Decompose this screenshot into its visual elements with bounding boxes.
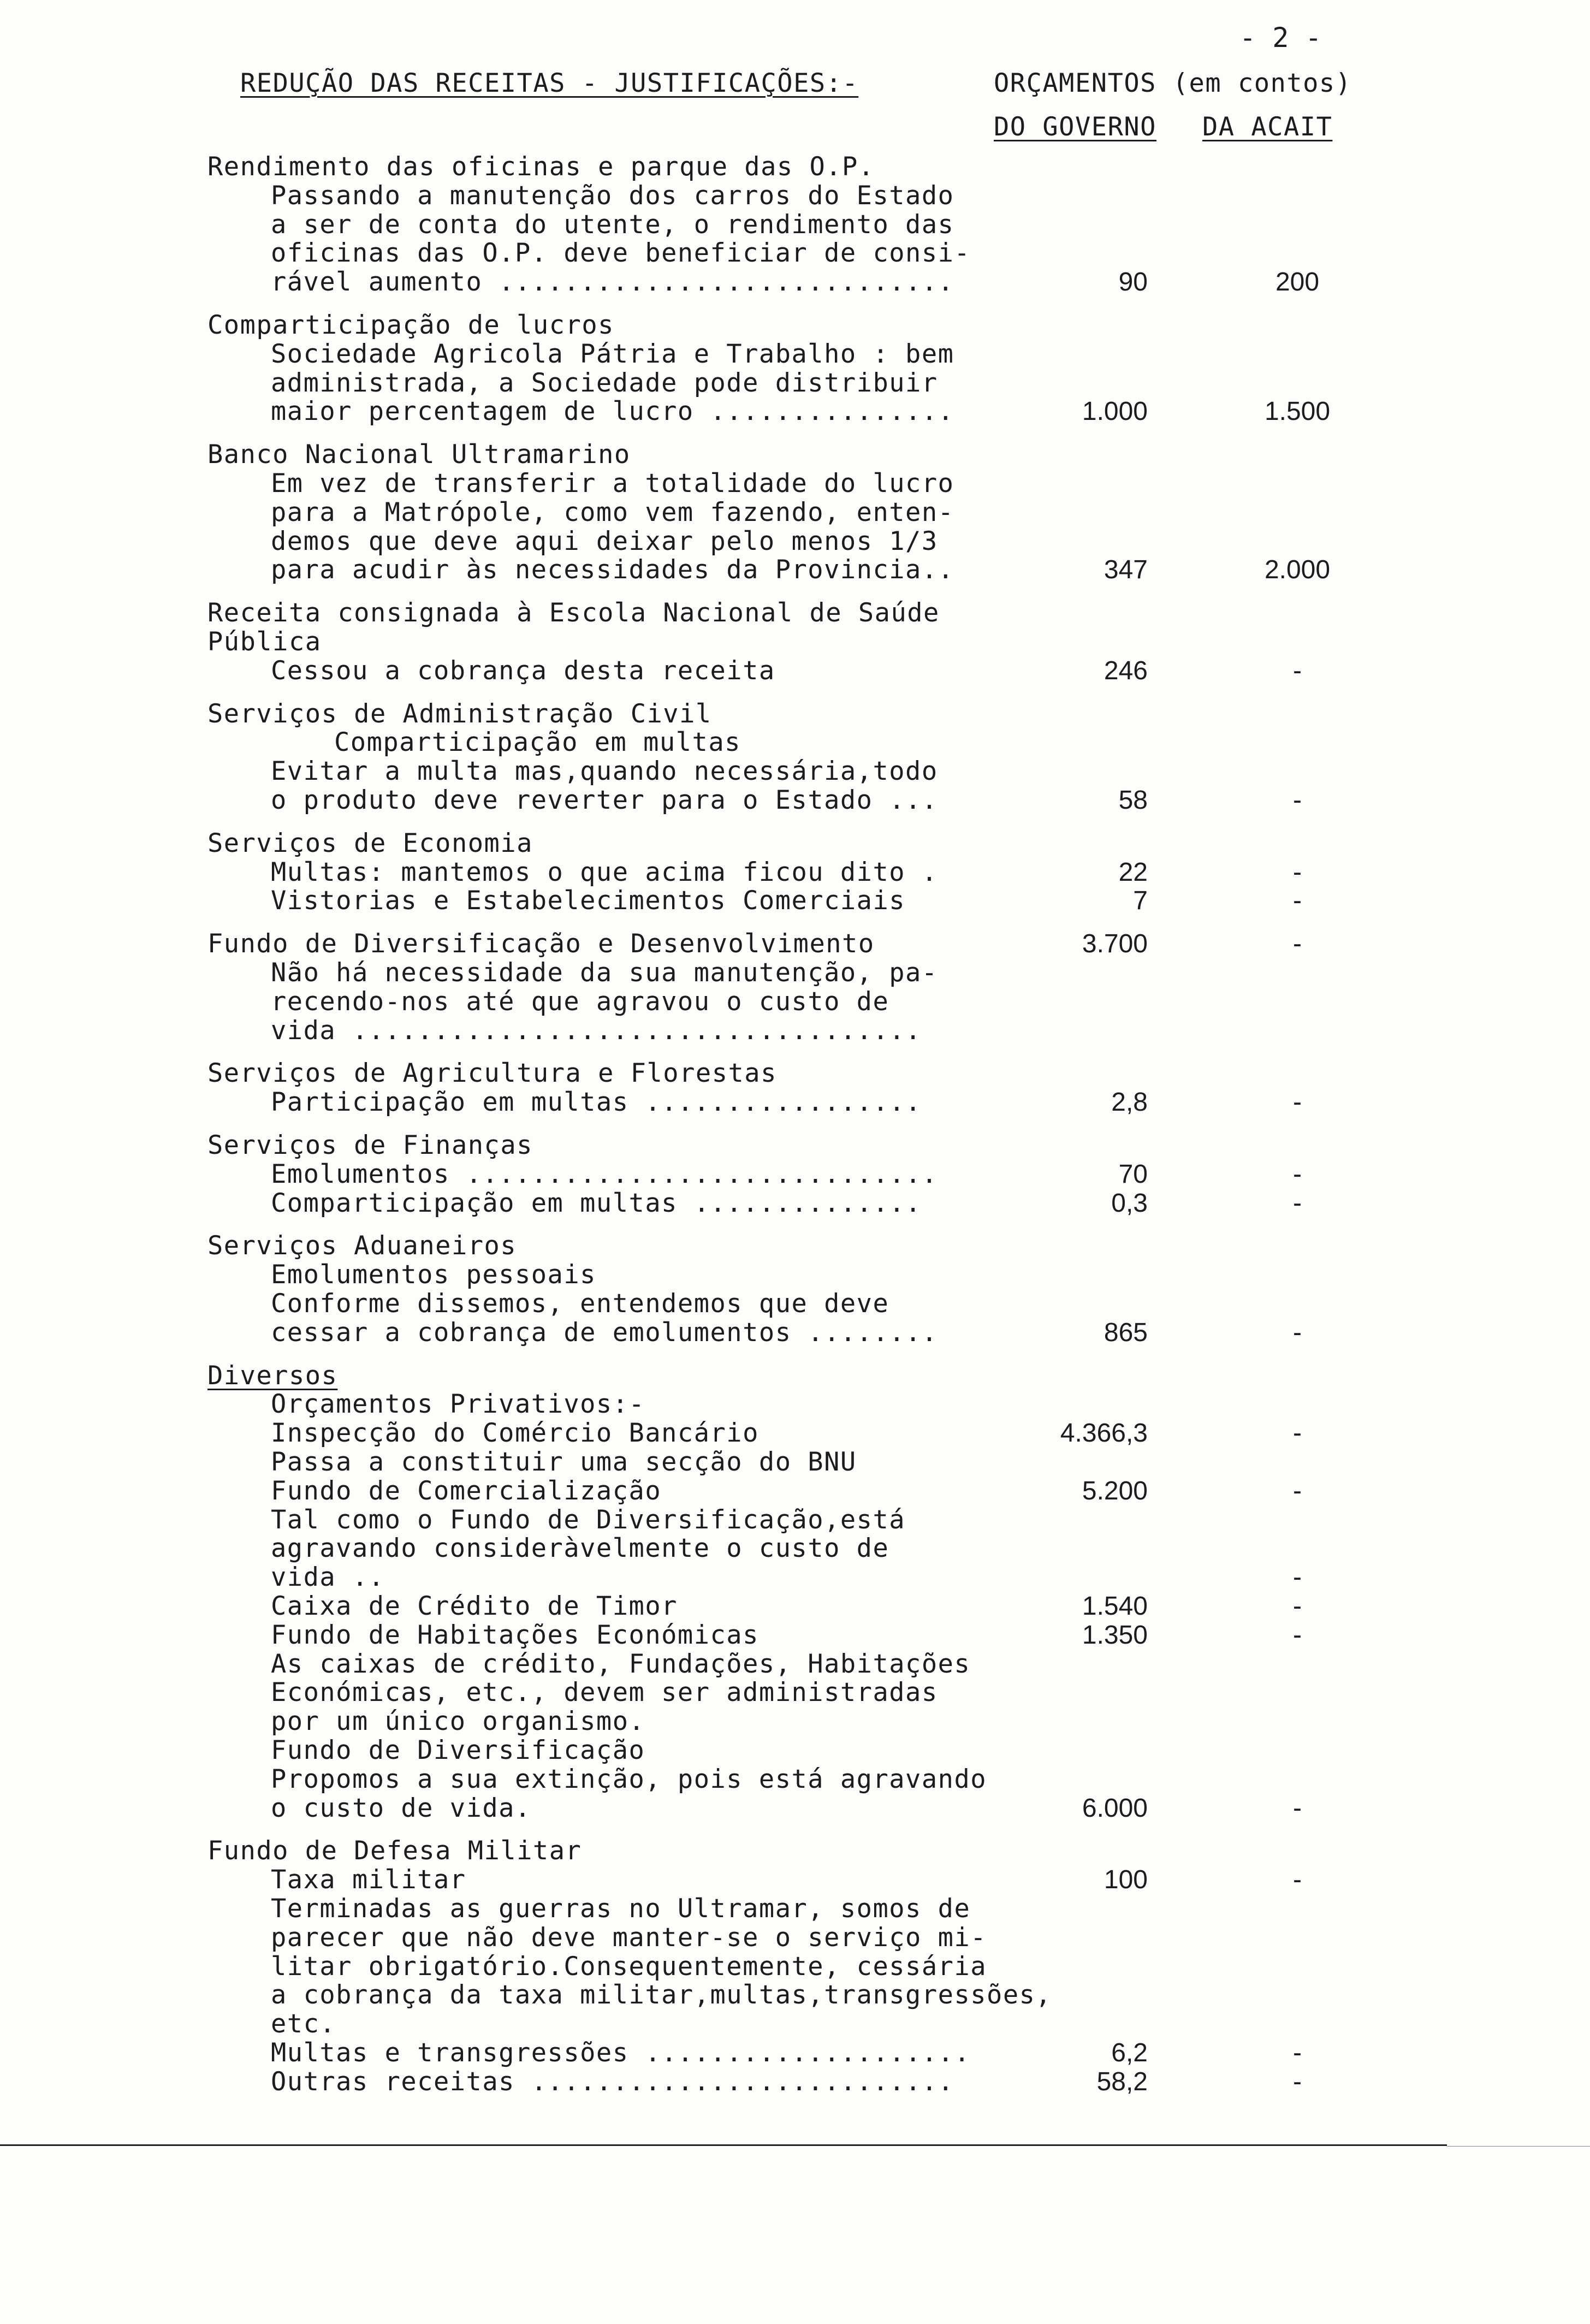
line-text: recendo-nos até que agravou o custo de (271, 986, 889, 1017)
line-text: Emolumentos pessoais (271, 1260, 596, 1290)
value-acait: - (1293, 2067, 1302, 2096)
line-text: rável aumento ............................ (271, 267, 954, 298)
line-text: Comparticipação em multas .............. (271, 1188, 922, 1218)
value-governo: 7 (1133, 886, 1148, 916)
value-governo: 90 (1118, 268, 1148, 297)
line-text: Fundo de Defesa Militar (207, 1836, 582, 1866)
value-acait: - (1293, 1088, 1302, 1117)
line-text: maior percentagem de lucro ............... (271, 396, 954, 427)
value-acait: - (1293, 1592, 1302, 1621)
line-text: a cobrança da taxa militar,multas,transgressões, (271, 1980, 1052, 2011)
line-text: o produto deve reverter para o Estado ... (271, 785, 938, 815)
value-acait: - (1293, 1159, 1302, 1189)
value-governo: 100 (1103, 1865, 1148, 1895)
line-text: Rendimento das oficinas e parque das O.P. (207, 152, 875, 182)
line-text: Evitar a multa mas,quando necessária,todo (271, 756, 938, 787)
line-text: Banco Nacional Ultramarino (207, 440, 631, 470)
bottom-rule-faint (1447, 2146, 1590, 2147)
line-text: Serviços de Economia (207, 828, 533, 858)
value-acait: - (1293, 1419, 1302, 1448)
line-text: Serviços de Administração Civil (207, 698, 712, 729)
line-text: para a Matrópole, como vem fazendo, enten- (271, 497, 954, 527)
value-governo: 246 (1103, 656, 1148, 685)
line-text: etc. (271, 2009, 336, 2040)
line-text: agravando consideràvelmente o custo de (271, 1533, 889, 1564)
line-text: Vistorias e Estabelecimentos Comerciais (271, 886, 906, 916)
line-text: Tal como o Fundo de Diversificação,está (271, 1504, 906, 1535)
value-governo: 70 (1118, 1159, 1148, 1189)
line-text: As caixas de crédito, Fundações, Habitações (271, 1649, 971, 1679)
value-acait: - (1293, 786, 1302, 815)
value-governo: 1.540 (1082, 1592, 1148, 1621)
line-text: Pública (207, 627, 322, 657)
value-acait: - (1293, 886, 1302, 916)
value-acait: - (1293, 2038, 1302, 2067)
value-governo: 22 (1118, 857, 1148, 887)
line-text: litar obrigatório.Consequentemente, cessária (271, 1951, 987, 1982)
value-governo: 1.350 (1082, 1620, 1148, 1650)
value-governo: 58,2 (1096, 2067, 1148, 2096)
value-governo: 2,8 (1111, 1088, 1148, 1117)
column-group-header: ORÇAMENTOS (em contos) (994, 68, 1352, 98)
line-text: Comparticipação de lucros (207, 310, 614, 340)
value-acait: - (1293, 1318, 1302, 1347)
line-text: para acudir às necessidades da Provincia.. (271, 555, 954, 585)
value-acait: - (1293, 1563, 1302, 1592)
line-text: Serviços de Agricultura e Florestas (207, 1058, 777, 1089)
line-text: Receita consignada à Escola Nacional de Saúde (207, 598, 940, 629)
line-text: Terminadas as guerras no Ultramar, somos de (271, 1894, 971, 1924)
value-acait: - (1293, 1793, 1302, 1823)
line-text: Fundo de Habitações Económicas (271, 1620, 759, 1650)
value-acait: 2.000 (1264, 555, 1331, 585)
line-text: Serviços Aduaneiros (207, 1231, 517, 1261)
bottom-rule (0, 2144, 1447, 2146)
line-text: Sociedade Agricola Pátria e Trabalho : bem (271, 339, 954, 369)
line-text: administrada, a Sociedade pode distribuir (271, 367, 938, 398)
value-governo: 3.700 (1082, 929, 1148, 959)
value-governo: 4.366,3 (1060, 1419, 1148, 1448)
line-text: Fundo de Comercialização (271, 1475, 662, 1506)
value-governo: 347 (1103, 555, 1148, 585)
line-text: Inspecção do Comércio Bancário (271, 1418, 759, 1449)
line-text: oficinas das O.P. deve beneficiar de consi- (271, 238, 971, 269)
line-text: Em vez de transferir a totalidade do lucro (271, 469, 954, 499)
line-text: Cessou a cobrança desta receita (271, 655, 775, 686)
line-text: a ser de conta do utente, o rendimento das (271, 209, 954, 240)
value-acait: 200 (1275, 268, 1320, 297)
line-text: vida ................................... (271, 1015, 922, 1046)
value-acait: - (1293, 857, 1302, 887)
value-governo: 6.000 (1082, 1793, 1148, 1823)
line-text: Propomos a sua extinção, pois está agravando (271, 1764, 987, 1794)
column-header-governo: DO GOVERNO (994, 112, 1156, 142)
value-acait: - (1293, 929, 1302, 959)
line-text: Conforme dissemos, entendemos que deve (271, 1289, 889, 1319)
value-acait: - (1293, 1188, 1302, 1218)
line-text: Não há necessidade da sua manutenção, pa- (271, 958, 938, 988)
line-text: Comparticipação em multas (334, 727, 741, 758)
line-text: Diversos (207, 1360, 338, 1391)
line-text: parecer que não deve manter-se o serviço mi- (271, 1922, 987, 1953)
line-text: Caixa de Crédito de Timor (271, 1591, 678, 1621)
page-title: REDUÇÃO DAS RECEITAS - JUSTIFICAÇÕES:- (240, 68, 859, 98)
line-text: Orçamentos Privativos:- (271, 1389, 645, 1420)
value-acait: - (1293, 656, 1302, 685)
line-text: Taxa militar (271, 1865, 466, 1895)
line-text: por um único organismo. (271, 1706, 645, 1737)
value-governo: 0,3 (1111, 1188, 1148, 1218)
line-text: Passa a constituir uma secção do BNU (271, 1447, 857, 1477)
line-text: Passando a manutenção dos carros do Estado (271, 180, 954, 211)
line-text: Emolumentos ............................. (271, 1159, 938, 1189)
value-governo: 5.200 (1082, 1476, 1148, 1505)
line-text: vida .. (271, 1562, 385, 1593)
line-text: Fundo de Diversificação e Desenvolvimento (207, 929, 875, 959)
value-governo: 58 (1118, 786, 1148, 815)
line-text: Multas: mantemos o que acima ficou dito . (271, 857, 938, 887)
value-acait: - (1293, 1865, 1302, 1895)
page-number: - 2 - (1239, 22, 1322, 54)
value-governo: 6,2 (1111, 2038, 1148, 2067)
line-text: Serviços de Finanças (207, 1130, 533, 1160)
line-text: demos que deve aqui deixar pelo menos 1/3 (271, 526, 938, 556)
value-governo: 865 (1103, 1318, 1148, 1347)
line-text: Fundo de Diversificação (271, 1735, 645, 1765)
line-text: cessar a cobrança de emolumentos ........ (271, 1317, 938, 1348)
value-acait: 1.500 (1264, 397, 1331, 426)
line-text: Participação em multas ................. (271, 1087, 922, 1118)
line-text: Multas e transgressões .................... (271, 2038, 971, 2068)
column-header-acait: DA ACAIT (1202, 112, 1333, 142)
line-text: Económicas, etc., devem ser administradas (271, 1677, 938, 1708)
line-text: Outras receitas .......................... (271, 2066, 954, 2097)
line-text: o custo de vida. (271, 1793, 531, 1823)
value-acait: - (1293, 1476, 1302, 1505)
value-acait: - (1293, 1620, 1302, 1650)
value-governo: 1.000 (1082, 397, 1148, 426)
